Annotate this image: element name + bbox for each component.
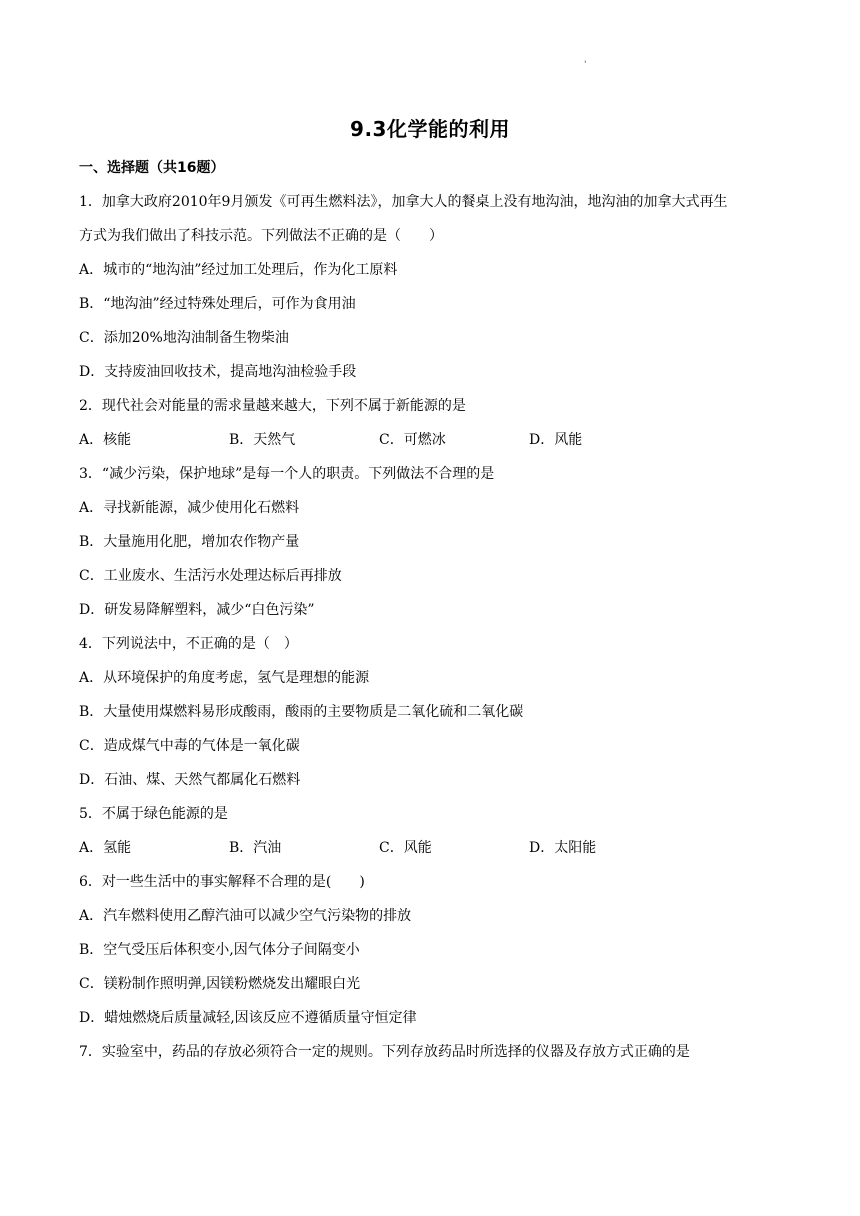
question-4-stem: 4．下列说法中，不正确的是（ ）	[79, 636, 298, 652]
question-6-stem: 6．对一些生活中的事实解释不合理的是( )	[79, 874, 365, 890]
question-5-stem: 5．不属于绿色能源的是	[79, 806, 228, 822]
question-1	[79, 185, 799, 389]
question-5-option-c[interactable]: C．风能	[379, 840, 432, 856]
question-6-option-a[interactable]: A．汽车燃料使用乙醇汽油可以减少空气污染物的排放	[79, 908, 412, 924]
question-4-option-b[interactable]: B．大量使用煤燃料易形成酸雨，酸雨的主要物质是二氧化硫和二氧化碳	[79, 704, 524, 720]
question-5-options	[79, 831, 799, 865]
page-title: 9.3化学能的利用	[350, 117, 510, 141]
question-2	[79, 389, 799, 457]
question-3	[79, 457, 799, 627]
question-4	[79, 627, 799, 797]
question-7-stem: 7．实验室中，药品的存放必须符合一定的规则。下列存放药品时所选择的仪器及存放方式正确的是	[79, 1044, 690, 1060]
question-6	[79, 865, 799, 1035]
question-1-stem-line-1: 1．加拿大政府2010年9月颁发《可再生燃料法》，加拿大人的餐桌上没有地沟油，地沟油的加拿大式再生	[79, 194, 728, 210]
question-1-option-a[interactable]: A．城市的“地沟油”经过加工处理后，作为化工原料	[79, 262, 398, 278]
question-2-option-a[interactable]: A．核能	[79, 432, 132, 448]
question-6-option-b[interactable]: B．空气受压后体积变小,因气体分子间隔变小	[79, 942, 360, 958]
question-3-stem: 3．“减少污染，保护地球”是每一个人的职责。下列做法不合理的是	[79, 466, 495, 482]
question-3-option-a[interactable]: A．寻找新能源，减少使用化石燃料	[79, 500, 300, 516]
question-5-option-a[interactable]: A．氢能	[79, 840, 132, 856]
question-3-option-c[interactable]: C．工业废水、生活污水处理达标后再排放	[79, 568, 342, 584]
question-3-option-b[interactable]: B．大量施用化肥，增加农作物产量	[79, 534, 300, 550]
question-7	[79, 1035, 799, 1069]
question-2-options	[79, 423, 799, 457]
question-4-option-c[interactable]: C．造成煤气中毒的气体是一氧化碳	[79, 738, 300, 754]
question-5-option-d[interactable]: D．太阳能	[529, 840, 597, 856]
question-4-option-d[interactable]: D．石油、煤、天然气都属化石燃料	[79, 772, 301, 788]
section-heading: 一、选择题（共16题）	[79, 160, 225, 176]
question-6-option-d[interactable]: D．蜡烛燃烧后质量减轻,因该反应不遵循质量守恒定律	[79, 1010, 417, 1026]
question-2-stem: 2．现代社会对能量的需求量越来越大，下列不属于新能源的是	[79, 398, 466, 414]
question-5	[79, 797, 799, 865]
question-1-option-b[interactable]: B．“地沟油”经过特殊处理后，可作为食用油	[79, 296, 356, 312]
question-3-option-d[interactable]: D．研发易降解塑料，减少“白色污染”	[79, 602, 315, 618]
question-list	[79, 185, 799, 1069]
question-6-option-c[interactable]: C．镁粉制作照明弹,因镁粉燃烧发出耀眼白光	[79, 976, 361, 992]
question-4-option-a[interactable]: A．从环境保护的角度考虑，氢气是理想的能源	[79, 670, 370, 686]
header-mark: '	[584, 60, 587, 70]
question-2-option-b[interactable]: B．天然气	[229, 432, 296, 448]
question-2-option-d[interactable]: D．风能	[529, 432, 583, 448]
question-1-option-d[interactable]: D．支持废油回收技术，提高地沟油检验手段	[79, 364, 357, 380]
question-1-stem-line-2: 方式为我们做出了科技示范。下列做法不正确的是（ ）	[79, 228, 443, 244]
question-5-option-b[interactable]: B．汽油	[229, 840, 282, 856]
question-2-option-c[interactable]: C．可燃冰	[379, 432, 446, 448]
question-1-option-c[interactable]: C．添加20%地沟油制备生物柴油	[79, 330, 289, 346]
